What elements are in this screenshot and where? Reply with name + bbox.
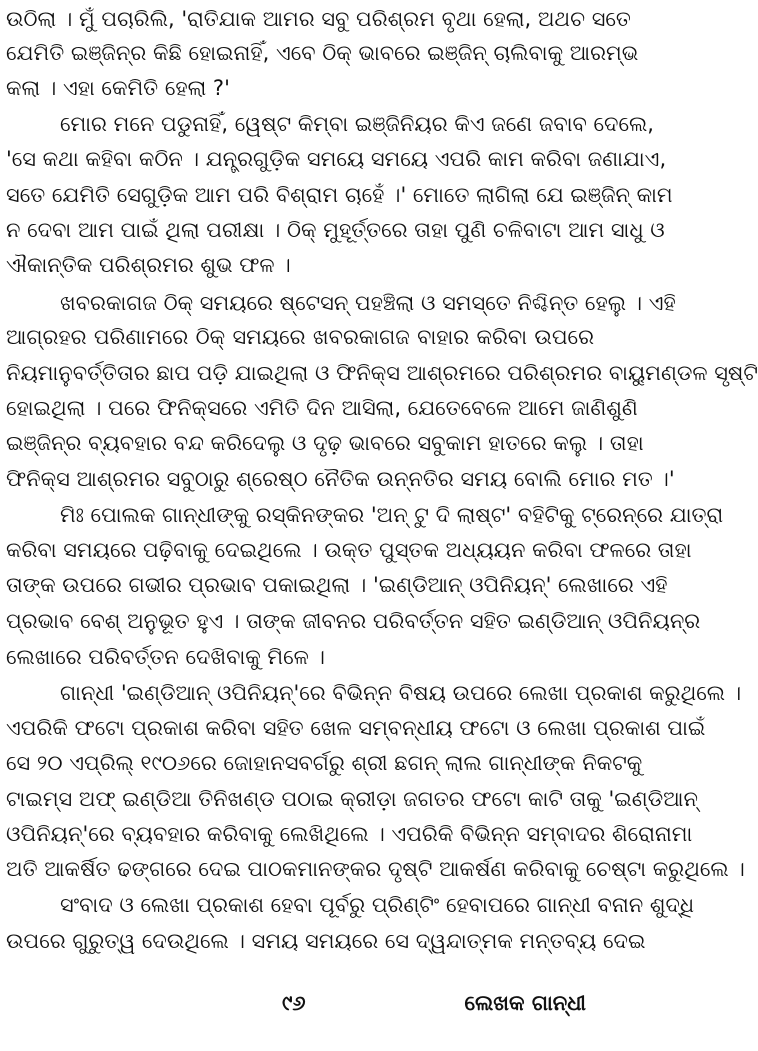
text-line: ହୋଇଥିଲା । ପରେ ଫିନିକ୍ସରେ ଏମିତି ଦିନ ଆସିଲା, ଯେତେବେଳେ ଆମେ ଜାଣିଶୁଣି <box>6 396 638 420</box>
text-line: ତାଙ୍କ ଉପରେ ଗଭୀର ପ୍ରଭାବ ପକାଇଥିଲା । 'ଇଣ୍ଡିଆନ୍ ଓପିନିୟନ୍' ଲେଖାରେ ଏହି <box>6 573 668 597</box>
text-line: ନିୟମାନୁବର୍ତ୍ତିତାର ଛାପ ପଡ଼ି ଯାଇଥିଲା ଓ ଫିନିକ୍ସ ଆଶ୍ରମରେ ପରିଶ୍ରମର ବାୟୁମଣ୍ଡଳ ସୃଷ୍ଟି <box>6 361 758 385</box>
running-head: ଲେଖକ ଗାନ୍ଧୀ <box>464 991 586 1015</box>
text-line: ଓପିନିୟନ୍'ରେ ବ୍ୟବହାର କରିବାକୁ ଲେଖିଥିଲେ । ଏପରିକି ବିଭିନ୍ନ ସମ୍ବାଦର ଶିରୋନାମା <box>6 822 693 846</box>
text-line: ଆଗ୍ରହର ପରିଣାମରେ ଠିକ୍ ସମୟରେ ଖବରକାଗଜ ବାହାର କରିବା ଉପରେ <box>6 325 594 349</box>
page-footer <box>0 986 600 1020</box>
page-number: ୯୬ <box>282 991 306 1015</box>
text-line: ଉଠିଲା । ମୁଁ ପଚାରିଲି, 'ରାତିଯାକ ଆମର ସବୁ ପରିଶ୍ରମ ବୃଥା ହେଲା, ଅଥଚ ସତେ <box>6 7 631 31</box>
paragraph-start: ସଂବାଦ ଓ ଲେଖା ପ୍ରକାଶ ହେବା ପୂର୍ବରୁ ପ୍ରିଣ୍ଟିଂ ହେବାପରେ ଗାନ୍ଧୀ ବନାନ ଶୁଦ୍ଧି <box>60 893 695 917</box>
text-line: ଉପରେ ଗୁରୁତ୍ୱ ଦେଉଥିଲେ । ସମୟ ସମୟରେ ସେ ଦ୍ୱନ୍ଦାତ୍ମକ ମନ୍ତବ୍ୟ ଦେଇ <box>6 929 646 953</box>
paragraph-start: ମିଃ ପୋଲକ ଗାନ୍ଧୀଙ୍କୁ ରସ୍କିନଙ୍କର 'ଅନ୍ ଟୁ ଦି ଲାଷ୍ଟ' ବହିଟିକୁ ଟ୍ରେନ୍‌ରେ ଯାତ୍ରା <box>60 503 724 527</box>
paragraph-start: ମୋର ମନେ ପଡୁନାହିଁ, ୱେଷ୍ଟ କିମ୍ବା ଇଞ୍ଜିନିୟର କିଏ ଜଣେ ଜବାବ ଦେଲେ, <box>60 112 654 136</box>
text-line: ଐକାନ୍ତିକ ପରିଶ୍ରମର ଶୁଭ ଫଳ । <box>6 253 291 277</box>
text-line: ସତେ ଯେମିତି ସେଗୁଡ଼ିକ ଆମ ପରି ବିଶ୍ରାମ ଚାହେଁ ।' ମୋତେ ଲାଗିଲା ଯେ ଇଞ୍ଜିନ୍ କାମ <box>6 183 673 207</box>
text-line: ଅତି ଆକର୍ଷିତ ଢଙ୍ଗରେ ଦେଇ ପାଠକମାନଙ୍କର ଦୃଷ୍ଟି ଆକର୍ଷଣ କରିବାକୁ ଚେଷ୍ଟା କରୁଥିଲେ । <box>6 857 745 881</box>
text-line: ଲେଖାରେ ପରିବର୍ତ୍ତନ ଦେଖିବାକୁ ମିଳେ । <box>6 645 325 669</box>
paragraph-start: ଗାନ୍ଧୀ 'ଇଣ୍ଡିଆନ୍ ଓପିନିୟନ୍'ରେ ବିଭିନ୍ନ ବିଷୟ ଉପରେ ଲେଖା ପ୍ରକାଶ କରୁଥିଲେ । <box>60 681 742 705</box>
text-line: ପ୍ରଭାବ ବେଶ୍ ଅନୁଭୂତ ହୁଏ । ତାଙ୍କ ଜୀବନର ପରିବର୍ତ୍ତନ ସହିତ ଇଣ୍ଡିଆନ୍ ଓପିନିୟନ୍‌ର <box>6 609 701 633</box>
text-line: ଏପରିକି ଫଟୋ ପ୍ରକାଶ କରିବା ସହିତ ଖେଳ ସମ୍ବନ୍ଧୀୟ ଫଟୋ ଓ ଲେଖା ପ୍ରକାଶ ପାଇଁ <box>6 716 706 740</box>
text-line: କଲା । ଏହା କେମିତି ହେଲା ?' <box>6 76 230 100</box>
paragraph-start: ଖବରକାଗଜ ଠିକ୍ ସମୟରେ ଷ୍ଟେସନ୍ ପହଞ୍ଚିଲା ଓ ସମସ୍ତେ ନିଶ୍ଚିନ୍ତ ହେଲୁ । ଏହି <box>60 291 676 315</box>
text-line: ଇଞ୍ଜିନ୍‌ର ବ୍ୟବହାର ବନ୍ଦ କରିଦେଲୁ ଓ ଦୃଢ଼ ଭାବରେ ସବୁକାମ ହାତରେ କଲୁ । ତାହା <box>6 431 644 455</box>
text-line: ସେ ୨୦ ଏପ୍ରିଲ୍ ୧୯୦୬ରେ ଜୋହାନସବର୍ଗରୁ ଶ୍ରୀ ଛଗନ୍ ଲାଲ ଗାନ୍ଧୀଙ୍କ ନିକଟକୁ <box>6 751 643 775</box>
text-line: ଟାଇମ୍ସ ଅଫ୍ ଇଣ୍ଡିଆ ତିନିଖଣ୍ଡ ପଠାଇ କ୍ରୀଡ଼ା ଜଗତର ଫଟୋ କାଟି ତାକୁ 'ଇଣ୍ଡିଆନ୍ <box>6 787 698 811</box>
text-line: ନ ଦେବା ଆମ ପାଇଁ ଥିଲା ପରୀକ୍ଷା । ଠିକ୍ ମୁହୂର୍ତ୍ତରେ ତାହା ପୁଣି ଚଳିବାଟା ଆମ ସାଧୁ ଓ <box>6 218 665 242</box>
text-line: କରିବା ସମୟରେ ପଢ଼ିବାକୁ ଦେଇଥିଲେ । ଉକ୍ତ ପୁସ୍ତକ ଅଧ୍ୟୟନ କରିବା ଫଳରେ ତାହା <box>6 538 692 562</box>
text-line: ଫିନିକ୍ସ ଆଶ୍ରମର ସବୁଠାରୁ ଶ୍ରେଷ୍ଠ ନୈତିକ ଉନ୍ନତିର ସମୟ ବୋଲି ମୋର ମତ ।' <box>6 467 675 491</box>
text-line: 'ସେ କଥା କହିବା କଠିନ । ଯନ୍ତ୍ରଗୁଡ଼ିକ ସମୟେ ସମୟେ ଏପରି କାମ କରିବା ଜଣାଯାଏ, <box>6 147 667 171</box>
text-line: ଯେମିତି ଇଞ୍ଜିନ୍‌ର କିଛି ହୋଇନାହିଁ, ଏବେ ଠିକ୍ ଭାବରେ ଇଞ୍ଜିନ୍ ଚାଲିବାକୁ ଆରମ୍ଭ <box>6 41 639 65</box>
